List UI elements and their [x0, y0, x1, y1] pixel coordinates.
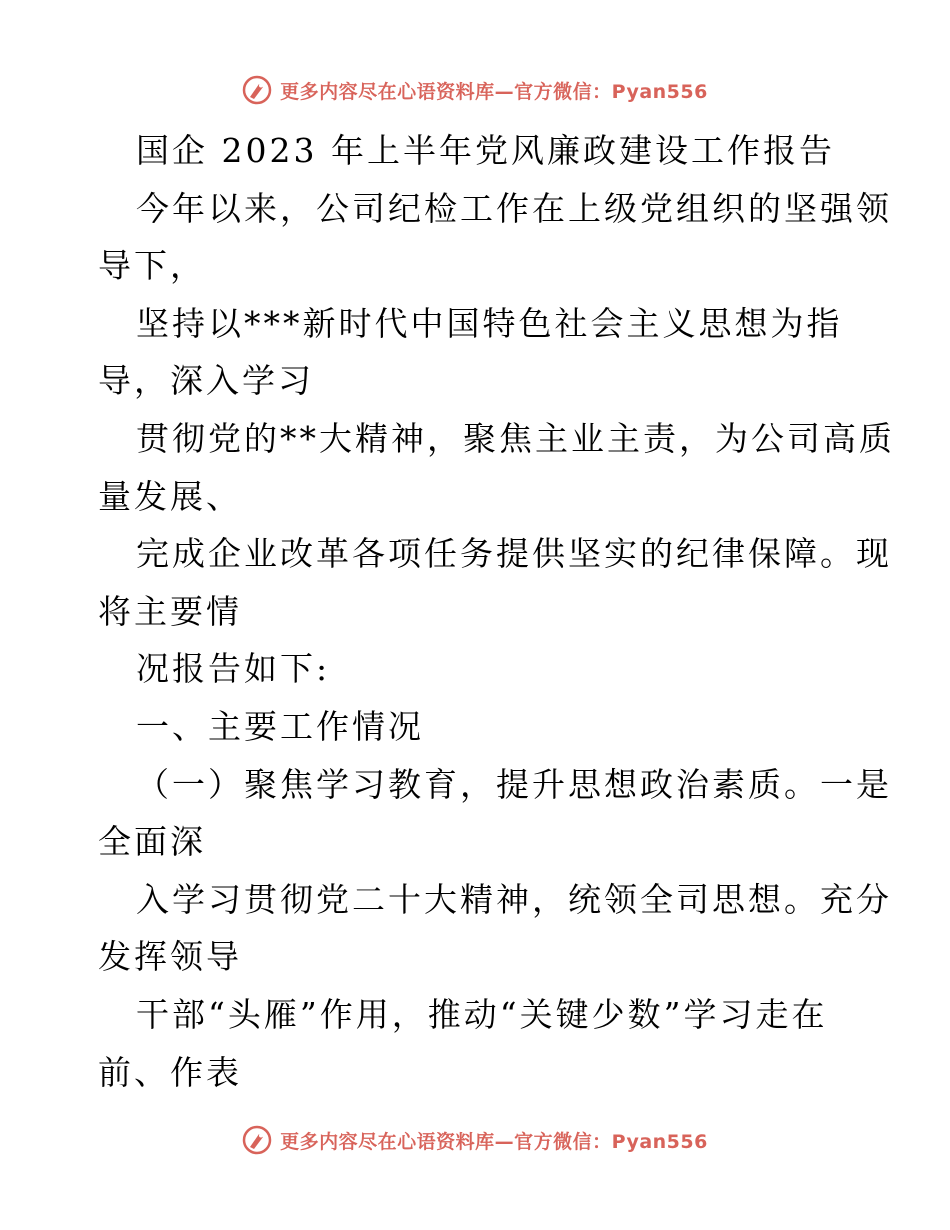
paragraph-line: 将主要情	[98, 591, 242, 631]
document-title: 国企 2023 年上半年党风廉政建设工作报告	[136, 131, 835, 170]
pen-nib-icon	[242, 1125, 272, 1155]
paragraph-line: 量发展、	[98, 476, 242, 516]
paragraph-line: 况报告如下:	[136, 649, 331, 689]
watermark-contact: —官方微信：Pyan556	[494, 80, 708, 103]
paragraph-line: 入学习贯彻党二十大精神，统领全司思想。充分	[136, 879, 892, 919]
paragraph-line: 前、作表	[98, 1052, 242, 1092]
watermark-header	[0, 70, 950, 110]
paragraph-line: 全面深	[98, 822, 206, 862]
paragraph-line: 干部“头雁”作用，推动“关键少数”学习走在	[136, 994, 828, 1034]
pen-nib-icon	[242, 75, 272, 105]
paragraph-line: 一、主要工作情况	[136, 706, 424, 746]
paragraph-line: 发挥领导	[98, 937, 242, 977]
paragraph-line: 坚持以***新时代中国特色社会主义思想为指	[136, 303, 843, 343]
watermark-brand: 更多内容尽在心语资料库	[280, 1130, 495, 1153]
paragraph-line: 今年以来，公司纪检工作在上级党组织的坚强领	[136, 188, 892, 228]
paragraph-line: 导，深入学习	[98, 361, 314, 401]
watermark-footer	[0, 1120, 950, 1160]
paragraph-line: 贯彻党的**大精神，聚焦主业主责，为公司高质	[136, 418, 895, 458]
paragraph-line: （一）聚焦学习教育，提升思想政治素质。一是	[136, 764, 892, 804]
watermark-text	[280, 77, 708, 104]
document-body	[98, 122, 895, 1101]
watermark-brand: 更多内容尽在心语资料库	[280, 80, 495, 103]
paragraph-line: 完成企业改革各项任务提供坚实的纪律保障。现	[136, 534, 892, 574]
paragraph-line: 导下，	[98, 246, 206, 286]
watermark-contact: —官方微信：Pyan556	[494, 1130, 708, 1153]
watermark-text	[280, 1127, 708, 1154]
